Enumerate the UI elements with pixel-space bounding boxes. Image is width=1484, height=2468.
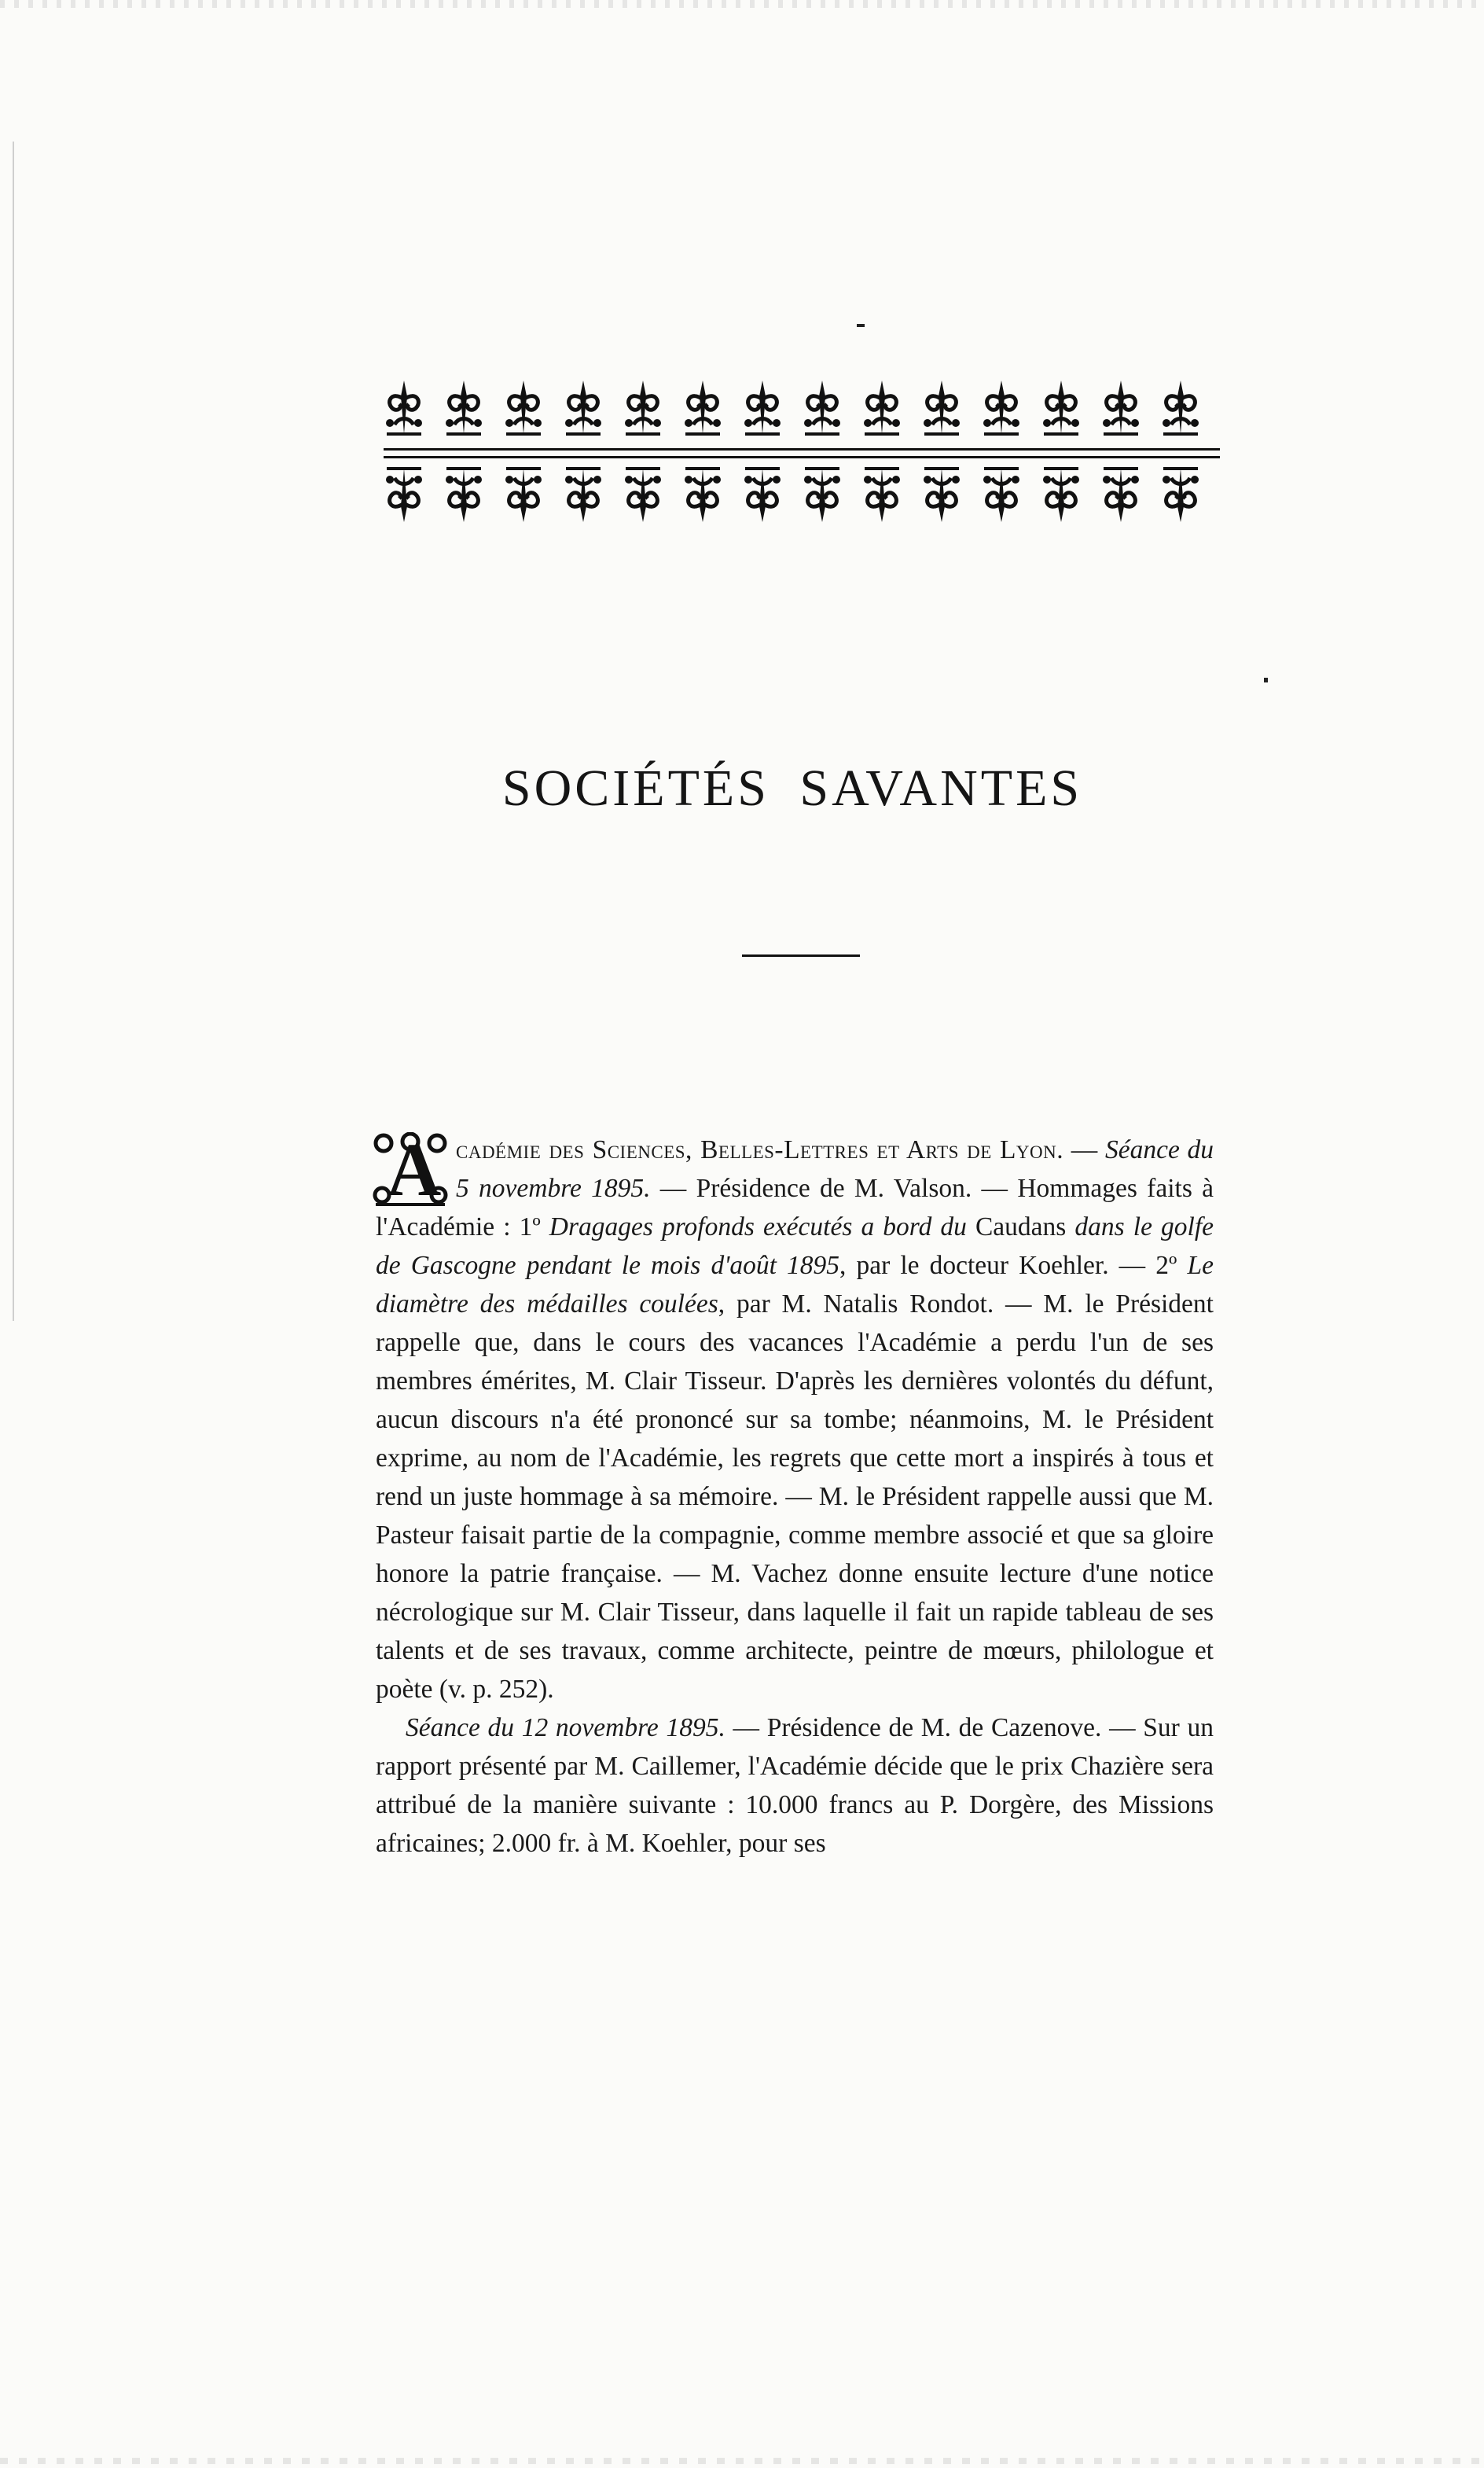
- session-date: Séance du 5 novembre 1895.: [456, 1135, 1214, 1203]
- fleuron-frieze-bottom: [384, 464, 1220, 527]
- title-rule: [742, 954, 860, 957]
- section-heading: cadémie des Sciences, Belles-Lettres et Arts de Lyon.: [456, 1135, 1064, 1164]
- scan-edge-top: [0, 0, 1484, 8]
- scan-edge-left: [13, 142, 14, 1321]
- ornament-bottom-row: [384, 464, 1220, 527]
- page-title: SOCIÉTÉS SAVANTES: [501, 760, 1083, 817]
- work-title: Dragages profonds exécutés a bord du: [549, 1212, 967, 1241]
- text-run: — Présidence de M. Valson. — Hommages faits à l'Académie : 1º: [376, 1174, 1214, 1241]
- text-run: — Présidence de M. de Cazenove. — Sur un rapport présenté par M. Caillemer, l'Académie décide que le prix Chazière sera attribué de la manière suivante : 10.000 francs au P. Dorgère, des Missions africaines; 2.000 fr. à M. Koehler, pour ses: [376, 1713, 1214, 1858]
- paragraph-seance-12-novembre: [376, 1708, 1214, 1863]
- text-run: Caudans: [966, 1212, 1075, 1241]
- ornament-rule-bottom: [384, 456, 1220, 458]
- drop-cap: [371, 1127, 450, 1212]
- drop-cap-letter: A: [387, 1127, 442, 1212]
- ink-speck: [857, 324, 865, 327]
- ornament-top-row: [384, 376, 1220, 439]
- session-date: Séance du 12 novembre 1895.: [406, 1713, 725, 1742]
- work-title: dans le golfe de Gascogne pendant le mois d'août 1895: [376, 1212, 1214, 1280]
- work-title: Le diamètre des médailles coulées: [376, 1251, 1214, 1319]
- heading-dash: —: [1063, 1135, 1098, 1164]
- paragraph-seance-5-novembre: [376, 1127, 1214, 1708]
- text-run: [1097, 1135, 1105, 1164]
- ornamental-headpiece: [384, 376, 1220, 541]
- text-run: , par le docteur Koehler. — 2º: [839, 1251, 1188, 1280]
- article-body: [376, 1127, 1214, 1863]
- scan-edge-bottom: [0, 2458, 1484, 2464]
- ink-speck: [1264, 678, 1268, 682]
- text-run: , par M. Natalis Rondot. — M. le Président rappelle que, dans le cours des vacances l'Académie a perdu l'un de ses membres émérites, M. Clair Tisseur. D'après les dernières volontés du défunt, aucun discours n'a été prononcé sur sa tombe; néanmoins, M. le Président exprime, au nom de l'Académie, les regrets que cette mort a inspirés à tous et rend un juste hommage à sa mémoire. — M. le Président rappelle aussi que M. Pasteur faisait partie de la compagnie, comme membre associé et que sa gloire honore la patrie française. — M. Vachez donne ensuite lecture d'une notice nécrologique sur M. Clair Tisseur, dans laquelle il fait un rapide tableau de ses talents et de ses travaux, comme architecte, peintre de mœurs, philologue et poète (v. p. 252).: [376, 1289, 1214, 1704]
- ornament-rule-top: [384, 448, 1220, 451]
- fleuron-frieze-top: [384, 376, 1220, 439]
